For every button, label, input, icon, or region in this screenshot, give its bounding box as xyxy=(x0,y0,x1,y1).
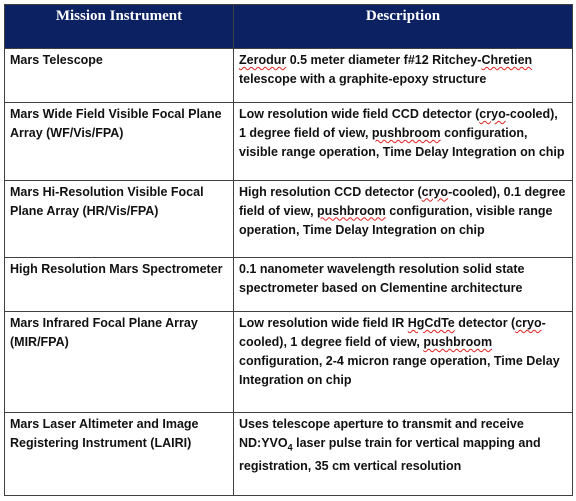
instrument-table xyxy=(4,4,573,496)
table-row xyxy=(5,412,573,495)
instrument-cell: High Resolution Mars Spectrometer xyxy=(5,258,234,312)
table-row xyxy=(5,103,573,180)
spellcheck-word: Zerodur xyxy=(239,53,287,67)
description-cell: High resolution CCD detector (cryo-cooled), 0.1 degree field of view, pushbroom configuration, visible range operation, Time Delay Integration on chip xyxy=(234,180,573,257)
header-description: Description xyxy=(234,5,573,49)
table-row xyxy=(5,258,573,312)
subscript-4: 4 xyxy=(287,442,293,453)
header-mission-instrument: Mission Instrument xyxy=(5,5,234,49)
table-row xyxy=(5,312,573,413)
spellcheck-word: pushbroom xyxy=(371,126,441,141)
spellcheck-word: Chretien xyxy=(481,53,533,67)
description-cell: Low resolution wide field CCD detector (cryo-cooled), 1 degree field of view, pushbroom configuration, visible range operation, Time Delay Integration on chip xyxy=(234,103,573,180)
spellcheck-word: cryo xyxy=(479,107,506,122)
spellcheck-word: pushbroom xyxy=(317,203,386,218)
spellcheck-word: cryo xyxy=(421,184,449,199)
spellcheck-word: HgCdTe xyxy=(407,316,455,331)
description-cell: Zerodur 0.5 meter diameter f#12 Ritchey-Chretien telescope with a graphite-epoxy structure xyxy=(234,49,573,103)
table-row xyxy=(5,49,573,103)
instrument-cell: Mars Telescope xyxy=(5,49,234,103)
spellcheck-word: cryo xyxy=(515,316,542,331)
header-row xyxy=(5,5,573,49)
instrument-cell: Mars Wide Field Visible Focal Plane Array (WF/Vis/FPA) xyxy=(5,103,234,180)
description-cell: Uses telescope aperture to transmit and receive $ND:YVO_4$ laser pulse train for vertical mapping and registration, 35 cm vertical resolution xyxy=(234,412,573,495)
description-cell: 0.1 nanometer wavelength resolution solid state spectrometer based on Clementine architecture xyxy=(234,258,573,312)
spellcheck-word: pushbroom xyxy=(423,335,493,350)
table-row xyxy=(5,180,573,257)
instrument-cell: Mars Hi-Resolution Visible Focal Plane Array (HR/Vis/FPA) xyxy=(5,180,234,257)
instrument-cell: Mars Laser Altimeter and Image Registering Instrument (LAIRI) xyxy=(5,412,234,495)
instrument-cell: Mars Infrared Focal Plane Array (MIR/FPA) xyxy=(5,312,234,413)
description-cell: Low resolution wide field IR HgCdTe detector (cryo-cooled), 1 degree field of view, pushbroom configuration, 2-4 micron range operation, Time Delay Integration on chip xyxy=(234,312,573,413)
